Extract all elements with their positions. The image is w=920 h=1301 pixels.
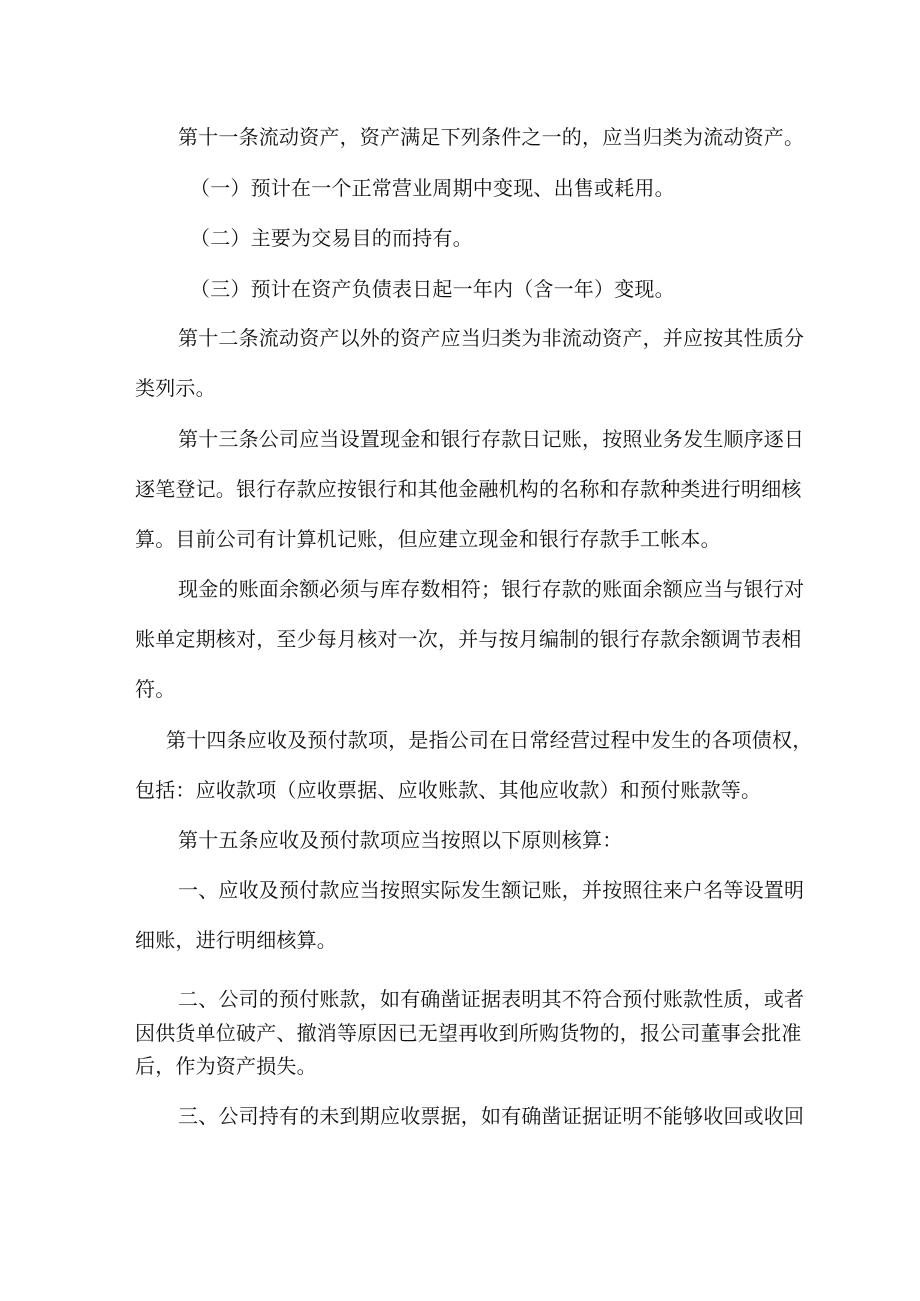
text-line: 逐笔登记。银行存款应按银行和其他金融机构的名称和存款种类进行明细核 bbox=[135, 477, 802, 501]
text-line: （三）预计在资产负债表日起一年内（含一年）变现。 bbox=[190, 277, 675, 301]
text-line: 现金的账面余额必须与库存数相符；银行存款的账面余额应当与银行对 bbox=[178, 577, 805, 601]
text-line: 包括：应收款项（应收票据、应收账款、其他应收款）和预付账款等。 bbox=[135, 778, 762, 802]
text-line: 二、公司的预付账款，如有确凿证据表明其不符合预付账款性质，或者 bbox=[178, 987, 805, 1011]
text-line: 三、公司持有的未到期应收票据，如有确凿证据证明不能够收回或收回 bbox=[178, 1104, 805, 1128]
text-line: 一、应收及预付款应当按照实际发生额记账，并按照往来户名等设置明 bbox=[178, 878, 805, 902]
text-line: 细账，进行明细核算。 bbox=[135, 928, 337, 952]
text-line: 第十五条应收及预付款项应当按照以下原则核算： bbox=[178, 828, 623, 852]
text-line: 账单定期核对，至少每月核对一次，并与按月编制的银行存款余额调节表相 bbox=[135, 627, 802, 651]
text-line: 第十二条流动资产以外的资产应当归类为非流动资产，并应按其性质分 bbox=[178, 326, 805, 350]
text-line: 后，作为资产损失。 bbox=[135, 1054, 317, 1078]
text-line: 第十一条流动资产，资产满足下列条件之一的，应当归类为流动资产。 bbox=[178, 125, 805, 149]
text-line: 符。 bbox=[135, 677, 176, 701]
text-line: 算。目前公司有计算机记账，但应建立现金和银行存款手工帐本。 bbox=[135, 527, 721, 551]
text-line: 因供货单位破产、撤消等原因已无望再收到所购货物的，报公司董事会批准 bbox=[135, 1021, 802, 1045]
text-line: 类列示。 bbox=[135, 376, 216, 400]
text-line: （一）预计在一个正常营业周期中变现、出售或耗用。 bbox=[190, 176, 675, 200]
text-line: 第十三条公司应当设置现金和银行存款日记账，按照业务发生顺序逐日 bbox=[178, 427, 805, 451]
text-line: 第十四条应收及预付款项，是指公司在日常经营过程中发生的各项债权， bbox=[166, 728, 813, 752]
text-line: （二）主要为交易目的而持有。 bbox=[190, 226, 473, 250]
